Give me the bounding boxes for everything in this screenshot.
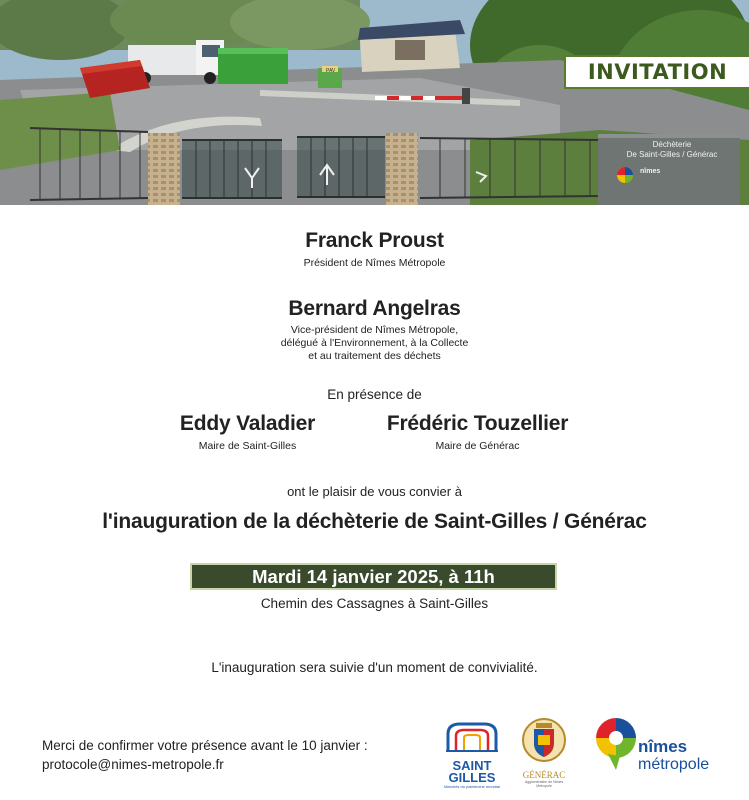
sign-text	[612, 140, 732, 175]
mayor-2	[365, 412, 590, 453]
mayor-2-name: Frédéric Touzellier	[386, 412, 569, 435]
sign-brand: nîmes	[640, 168, 661, 175]
nimes-metropole-logo	[592, 714, 710, 784]
saint-gilles-tagline: Marchés du patrimoine mondial	[444, 784, 500, 789]
recycling-center-illustration	[0, 0, 749, 205]
convivial-note: L'inauguration sera suivie d'un moment de convivialité.	[211, 660, 538, 675]
mayor-2-role: Maire de Générac	[435, 440, 520, 452]
invitation-label: INVITATION	[587, 60, 728, 84]
rsvp-text: Merci de confirmer votre présence avant le 10 janvier :	[42, 738, 368, 753]
invite-line: ont le plaisir de vous convier à	[287, 484, 462, 499]
hero-image	[0, 0, 749, 205]
saint-gilles-line-1: SAINT	[452, 758, 492, 773]
generac-logo	[520, 717, 568, 788]
invitation-badge	[564, 55, 749, 89]
presence-label: En présence de	[327, 387, 422, 402]
host-1	[0, 229, 749, 270]
rsvp-email[interactable]: protocole@nimes-metropole.fr	[42, 757, 224, 772]
host-2	[0, 297, 749, 363]
generac-crest-icon	[520, 717, 568, 763]
sign-line-2: De Saint-Gilles / Générac	[626, 150, 718, 159]
event-address: Chemin des Cassagnes à Saint-Gilles	[260, 596, 489, 611]
saint-gilles-emblem-icon	[442, 720, 502, 754]
rsvp-block	[42, 736, 368, 774]
date-bar	[190, 563, 557, 590]
nimes-label: nîmes	[638, 737, 688, 756]
metropole-label: métropole	[638, 756, 710, 773]
host-2-name: Bernard Angelras	[288, 297, 461, 320]
host-1-role: Président de Nîmes Métropole	[303, 257, 446, 269]
mayor-1	[150, 412, 345, 453]
mayor-1-role: Maire de Saint-Gilles	[198, 440, 297, 452]
event-date: Mardi 14 janvier 2025, à 11h	[252, 565, 495, 587]
host-1-name: Franck Proust	[305, 229, 444, 252]
generac-label: GÉNÉRAC	[522, 770, 566, 780]
container-label: PAV	[326, 68, 336, 74]
host-2-role-line-1: Vice-président de Nîmes Métropole,	[290, 324, 459, 336]
mayor-1-name: Eddy Valadier	[179, 412, 316, 435]
sign-line-1: Déchèterie	[652, 140, 692, 149]
saint-gilles-line-2: GILLES	[448, 770, 496, 785]
host-2-role-line-3: et au traitement des déchets	[308, 350, 441, 362]
generac-tagline: Agglomération de Nîmes Métropole	[524, 780, 564, 788]
nimes-metropole-emblem-icon	[592, 714, 640, 772]
event-title: l'inauguration de la déchèterie de Saint-Gilles / Générac	[102, 510, 647, 533]
host-2-role-line-2: délégué à l'Environnement, à la Collecte	[280, 337, 469, 349]
saint-gilles-logo	[442, 720, 502, 789]
